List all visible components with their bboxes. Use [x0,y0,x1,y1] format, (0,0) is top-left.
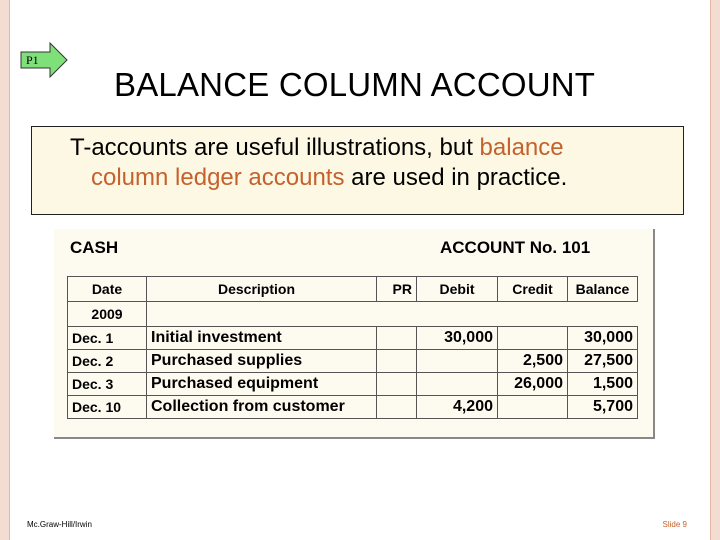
debit-cell: 4,200 [417,396,498,419]
callout-text [70,133,567,193]
ledger-account [54,229,655,439]
description-cell: Initial investment [147,327,377,350]
ledger-row [68,327,638,350]
balance-cell: 30,000 [568,327,638,350]
debit-cell [417,373,498,396]
empty-cell [568,302,638,327]
ledger-year-row [68,302,638,327]
callout-line1-highlight: balance [479,134,564,161]
callout-line1-text: T-accounts are useful illustrations, but [70,134,480,161]
callout-box [31,126,684,215]
ledger-row [68,396,638,419]
date-cell: Dec. 1 [68,327,147,350]
pr-cell [377,396,417,419]
date-cell: Dec. 10 [68,396,147,419]
debit-cell [417,350,498,373]
pr-cell [377,327,417,350]
column-header-debit: Debit [417,277,498,302]
footer-publisher: Mc.Graw-Hill/Irwin [27,520,92,529]
year-cell: 2009 [68,302,147,327]
debit-cell: 30,000 [417,327,498,350]
date-cell: Dec. 2 [68,350,147,373]
right-frame-border [710,0,720,540]
account-name: CASH [70,238,119,257]
slide-title: BALANCE COLUMN ACCOUNT [114,66,596,103]
pr-cell [377,373,417,396]
left-frame-border [0,0,10,540]
ledger-row [68,373,638,396]
callout-line2-highlight: column ledger accounts [91,164,345,191]
column-header-balance: Balance [568,277,638,302]
footer-slide-number: Slide 9 [662,520,687,529]
credit-cell [498,327,568,350]
empty-cell [377,302,417,327]
description-cell: Collection from customer [147,396,377,419]
callout-line2-text: are used in practice. [344,164,568,191]
date-cell: Dec. 3 [68,373,147,396]
ledger-row [68,350,638,373]
description-cell: Purchased supplies [147,350,377,373]
balance-cell: 5,700 [568,396,638,419]
empty-cell [147,302,377,327]
slide-tag: P1 [26,53,39,67]
credit-cell: 26,000 [498,373,568,396]
pr-cell [377,350,417,373]
balance-cell: 27,500 [568,350,638,373]
empty-cell [417,302,498,327]
description-cell: Purchased equipment [147,373,377,396]
column-header-date: Date [68,277,147,302]
column-header-description: Description [147,277,377,302]
ledger-table [67,276,638,419]
empty-cell [498,302,568,327]
credit-cell [498,396,568,419]
balance-cell: 1,500 [568,373,638,396]
column-header-credit: Credit [498,277,568,302]
column-header-pr: PR [377,277,417,302]
account-number: ACCOUNT No. 101 [440,238,591,257]
ledger-header-row [68,277,638,302]
credit-cell: 2,500 [498,350,568,373]
